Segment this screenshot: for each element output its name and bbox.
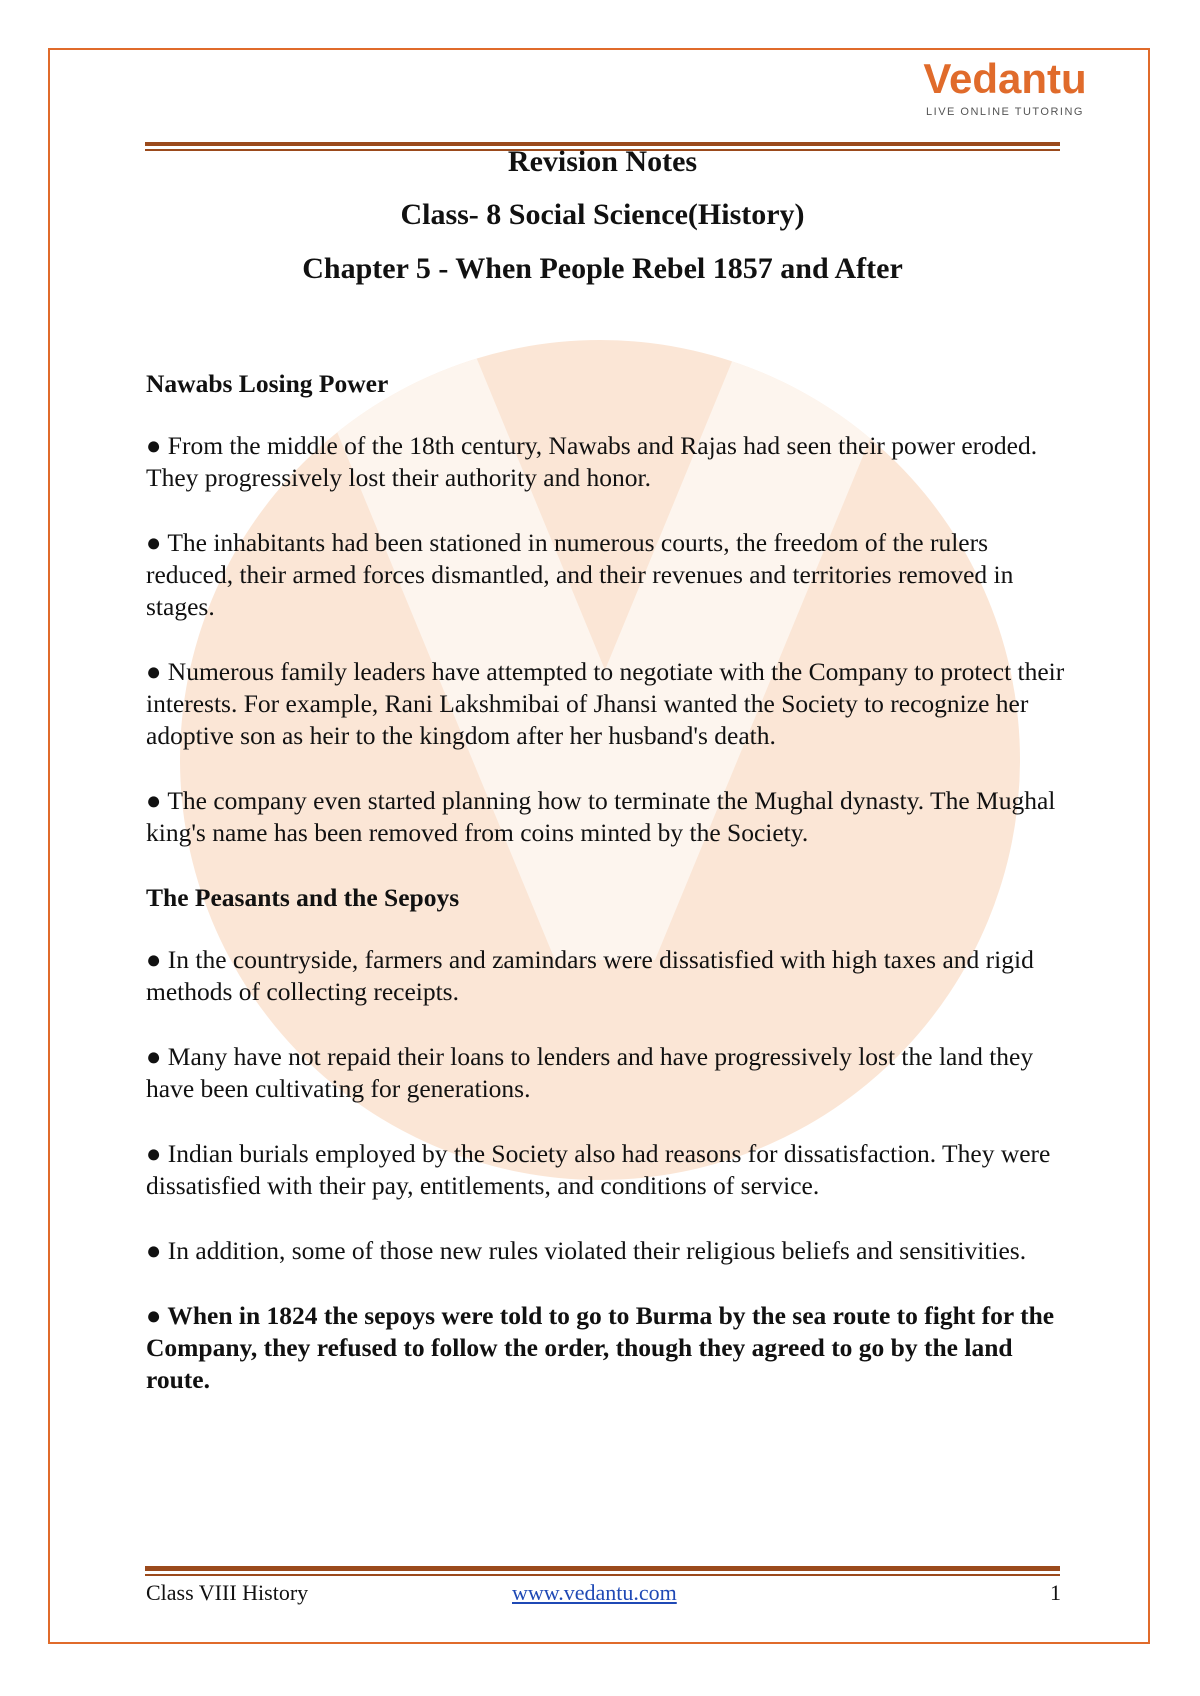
page-number: 1 xyxy=(1050,1580,1061,1605)
chapter-title: Chapter 5 - When People Rebel 1857 and After xyxy=(302,252,903,285)
bullet-paragraph: ● The inhabitants had been stationed in numerous courts, the freedom of the rulers reduced, their armed forces dismantled, and their revenues and territories removed in stages. xyxy=(146,528,1014,621)
bullet-paragraph: ● When in 1824 the sepoys were told to go to Burma by the sea route to fight for the Company, they refused to follow the order, though they agreed to go by the land route. xyxy=(146,1301,1055,1394)
brand-tagline: LIVE ONLINE TUTORING xyxy=(926,106,1084,118)
bullet-paragraph: ● Numerous family leaders have attempted to negotiate with the Company to protect their interests. For example, Rani Lakshmibai of Jhansi wanted the Society to recognize her adoptive son as heir to the kingdom after her husband's death. xyxy=(146,657,1065,750)
footer-website-link[interactable]: www.vedantu.com xyxy=(512,1580,677,1605)
bullet-paragraph: ● In the countryside, farmers and zamindars were dissatisfied with high taxes and rigid methods of collecting receipts. xyxy=(146,945,1034,1006)
bullet-paragraph: ● In addition, some of those new rules violated their religious beliefs and sensitivities. xyxy=(146,1236,1027,1265)
footer-class-label: Class VIII History xyxy=(146,1580,309,1605)
bullet-paragraph: ● The company even started planning how to terminate the Mughal dynasty. The Mughal king's name has been removed from coins minted by the Society. xyxy=(146,786,1056,847)
bullet-paragraph: ● Indian burials employed by the Society also had reasons for dissatisfaction. They were dissatisfied with their pay, entitlements, and conditions of service. xyxy=(146,1139,1051,1200)
page-title: Revision Notes xyxy=(507,145,698,178)
notes-content xyxy=(146,368,1066,1429)
bullet-paragraph: ● From the middle of the 18th century, Nawabs and Rajas had seen their power eroded. They progressively lost their authority and honor. xyxy=(146,431,1038,492)
bullet-paragraph: ● Many have not repaid their loans to lenders and have progressively lost the land they have been cultivating for generations. xyxy=(146,1042,1034,1103)
section-heading: The Peasants and the Sepoys xyxy=(146,883,460,912)
page-subtitle: Class- 8 Social Science(History) xyxy=(400,198,805,231)
footer-rule xyxy=(145,1566,1060,1576)
brand-name: Vedantu xyxy=(923,55,1087,102)
section-heading: Nawabs Losing Power xyxy=(146,369,389,398)
vedantu-logo xyxy=(905,55,1105,135)
